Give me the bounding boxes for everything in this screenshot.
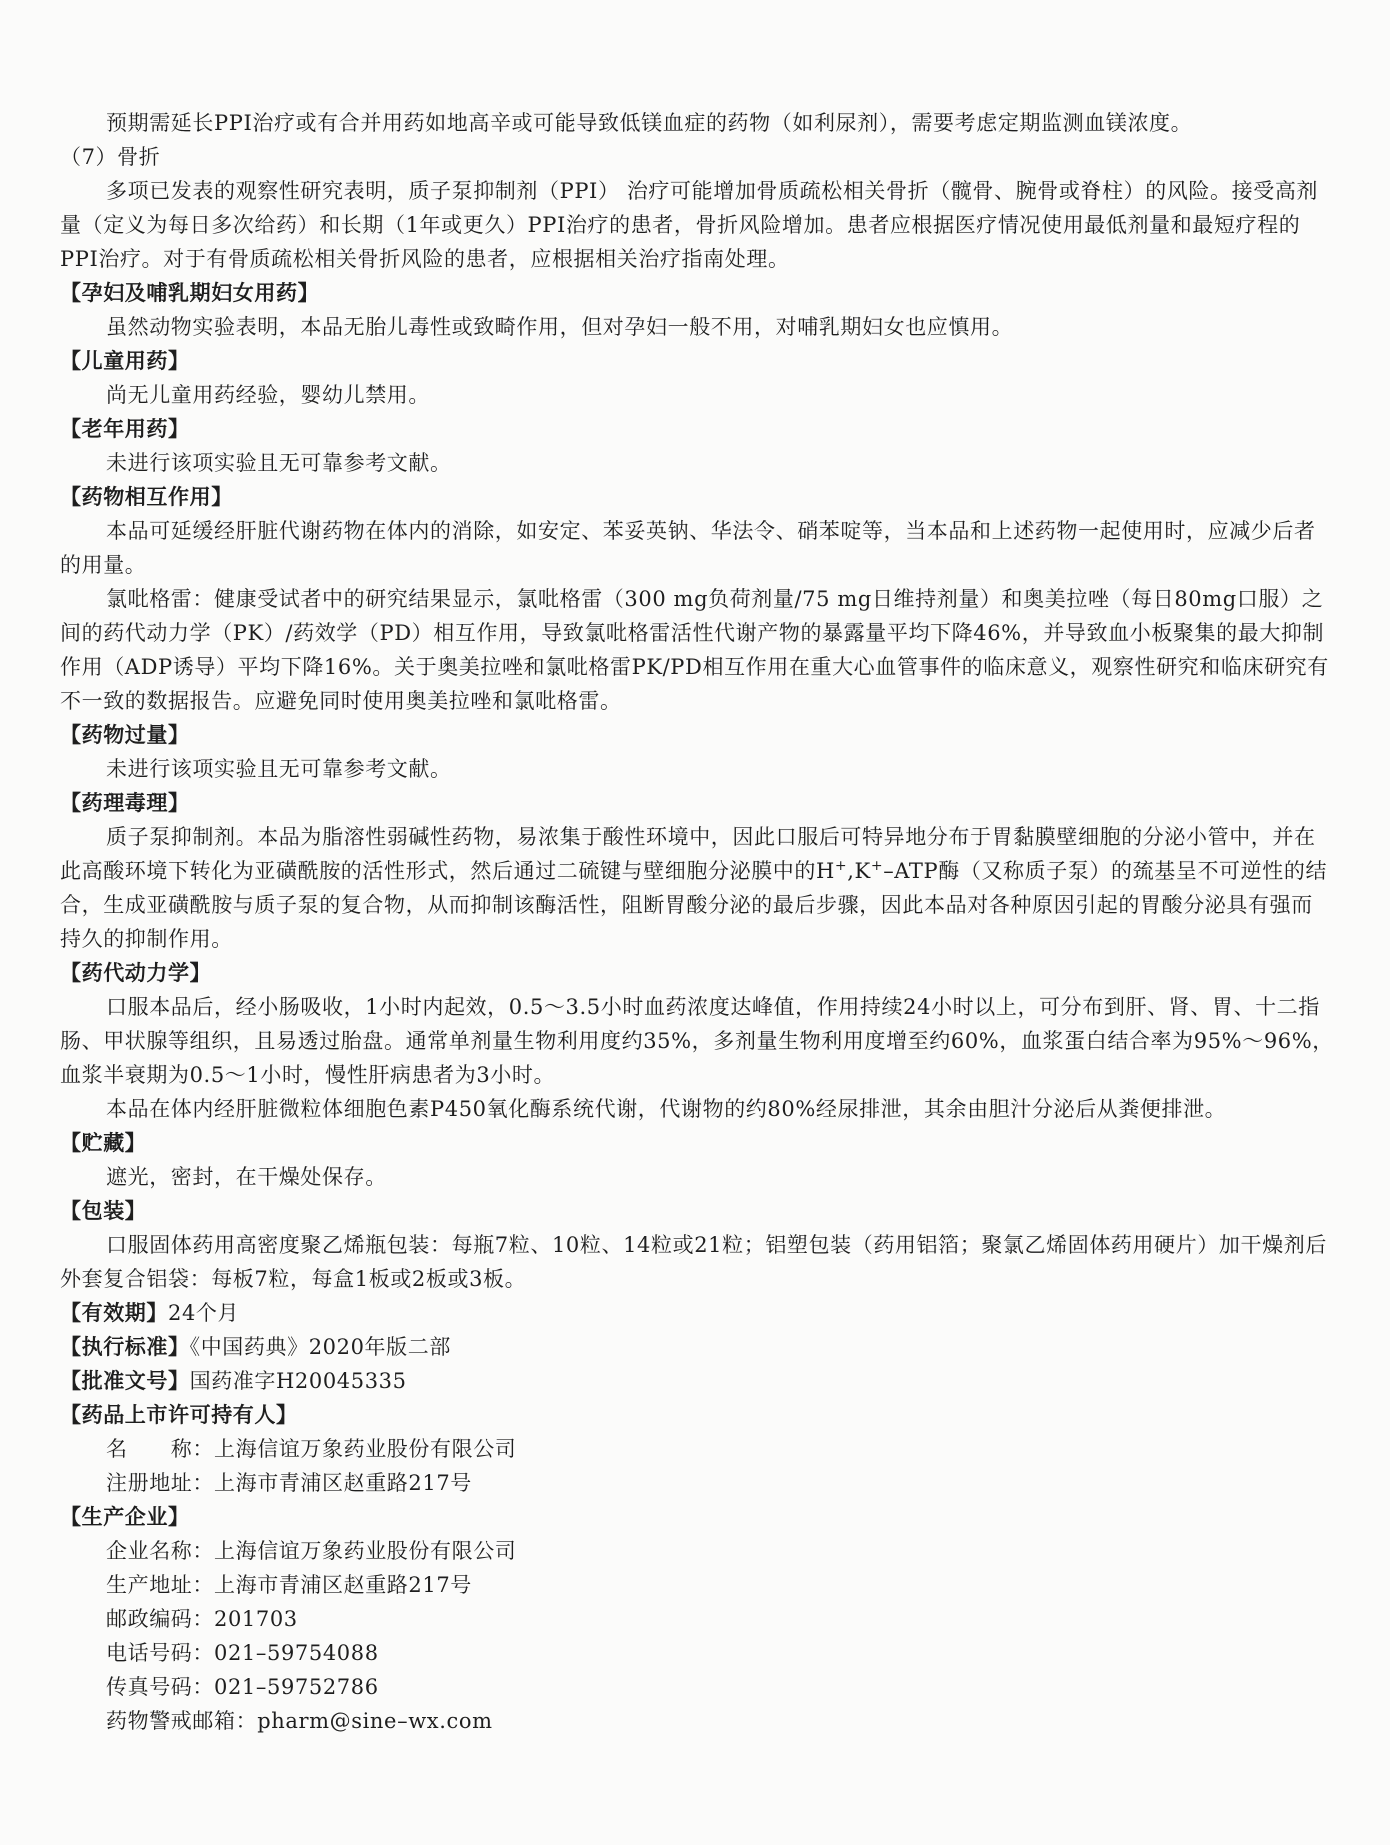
children-heading: 【儿童用药】 [60,348,190,373]
pharmacology-text-a: 质子泵抑制剂。本品为脂溶性弱碱性药物，易浓集于酸性环境中，因此口服后可特异地分布于胃黏膜壁细胞的分泌小管中，并在此高酸环境下转化为亚磺酰胺的活性形式，然后通过二硫键与壁细胞分泌膜中的H [60,825,1316,883]
h-plus-superscript: + [834,858,848,874]
overdose-text: 未进行该项实验且无可靠参考文献。 [106,757,452,781]
postcode-row [106,1602,1334,1636]
overdose-heading: 【药物过量】 [60,722,190,747]
email-value: pharm@sine–wx.com [257,1709,493,1733]
pharmacology-paragraph [60,820,1334,956]
postcode-label: 邮政编码： [106,1607,214,1631]
elderly-text: 未进行该项实验且无可靠参考文献。 [106,451,452,475]
pharmacokinetics-paragraph-1: 口服本品后，经小肠吸收，1小时内起效，0.5～3.5小时血药浓度达峰值，作用持续24小时以上，可分布到肝、肾、胃、十二指肠、甲状腺等组织，且易透过胎盘。通常单剂量生物利用度约35%，多剂量生物利用度增至约60%，血浆蛋白结合率为95%～96%，血浆半衰期为0.5～1小时，慢性肝病患者为3小时。 [60,995,1334,1087]
manufacturer-address-row [106,1568,1334,1602]
pharmacology-heading: 【药理毒理】 [60,790,190,815]
holder-name-label: 名 称： [106,1437,214,1461]
fracture-paragraph: 多项已发表的观察性研究表明，质子泵抑制剂（PPI） 治疗可能增加骨质疏松相关骨折（髋骨、腕骨或脊柱）的风险。接受高剂量（定义为每日多次给药）和长期（1年或更久）PPI治疗的患者，骨折风险增加。患者应根据医疗情况使用最低剂量和最短疗程的PPI治疗。对于有骨质疏松相关骨折风险的患者，应根据相关治疗指南处理。 [60,179,1319,271]
pharmacology-text-c: –ATP酶（又称质子泵）的巯基呈不可逆性的结合，生成亚磺酰胺与质子泵的复合物，从而抑制该酶活性，阻断胃酸分泌的最后步骤，因此本品对各种原因引起的胃酸分泌具有强而持久的抑制作用。 [60,859,1328,951]
validity-value: 24个月 [168,1301,240,1325]
approval-line [60,1364,1334,1398]
elderly-heading: 【老年用药】 [60,416,190,441]
standard-label: 【执行标准】 [60,1334,190,1359]
manufacturer-name-value: 上海信谊万象药业股份有限公司 [214,1539,517,1563]
phone-value: 021–59754088 [214,1641,379,1665]
packaging-heading: 【包装】 [60,1198,147,1223]
storage-heading: 【贮藏】 [60,1130,147,1155]
manufacturer-address-value: 上海市青浦区赵重路217号 [214,1573,472,1597]
children-text: 尚无儿童用药经验，婴幼儿禁用。 [106,383,430,407]
standard-line [60,1330,1334,1364]
fax-label: 传真号码： [106,1675,214,1699]
email-row [106,1704,1334,1738]
holder-name-row [106,1432,1334,1466]
interactions-heading: 【药物相互作用】 [60,484,233,509]
approval-value: 国药准字H20045335 [189,1369,407,1393]
fracture-heading: （7）骨折 [60,145,161,169]
holder-address-label: 注册地址： [106,1471,214,1495]
packaging-text: 口服固体药用高密度聚乙烯瓶包装：每瓶7粒、10粒、14粒或21粒；铝塑包装（药用铝箔；聚氯乙烯固体药用硬片）加干燥剂后外套复合铝袋：每板7粒，每盒1板或2板或3板。 [60,1233,1327,1291]
holder-address-value: 上海市青浦区赵重路217号 [214,1471,472,1495]
fax-row [106,1670,1334,1704]
storage-text: 遮光，密封，在干燥处保存。 [106,1165,387,1189]
standard-value: 《中国药典》2020年版二部 [189,1335,451,1359]
pharmacokinetics-paragraph-2: 本品在体内经肝脏微粒体细胞色素P450氧化酶系统代谢，代谢物的约80%经尿排泄，其余由胆汁分泌后从粪便排泄。 [106,1097,1227,1121]
manufacturer-name-label: 企业名称： [106,1539,214,1563]
manufacturer-address-label: 生产地址： [106,1573,214,1597]
holder-heading: 【药品上市许可持有人】 [60,1402,298,1427]
k-plus-superscript: + [870,858,884,874]
postcode-value: 201703 [214,1607,298,1631]
pharmacokinetics-heading: 【药代动力学】 [60,960,212,985]
fax-value: 021–59752786 [214,1675,379,1699]
magnesium-paragraph: 预期需延长PPI治疗或有合并用药如地高辛或可能导致低镁血症的药物（如利尿剂），需要考虑定期监测血镁浓度。 [106,111,1193,135]
manufacturer-heading: 【生产企业】 [60,1504,190,1529]
pregnancy-heading: 【孕妇及哺乳期妇女用药】 [60,280,320,305]
pharmacology-text-b: ,K [847,859,871,883]
pregnancy-text: 虽然动物实验表明，本品无胎儿毒性或致畸作用，但对孕妇一般不用，对哺乳期妇女也应慎用。 [106,315,1014,339]
phone-row [106,1636,1334,1670]
holder-name-value: 上海信谊万象药业股份有限公司 [214,1437,517,1461]
holder-address-row [106,1466,1334,1500]
interactions-paragraph-1: 本品可延缓经肝脏代谢药物在体内的消除，如安定、苯妥英钠、华法令、硝苯啶等，当本品和上述药物一起使用时，应减少后者的用量。 [60,519,1316,577]
phone-label: 电话号码： [106,1641,214,1665]
validity-line [60,1296,1334,1330]
interactions-paragraph-2: 氯吡格雷：健康受试者中的研究结果显示，氯吡格雷（300 mg负荷剂量/75 mg日维持剂量）和奥美拉唑（每日80mg口服）之间的药代动力学（PK）/药效学（PD）相互作用，导致氯吡格雷活性代谢产物的暴露量平均下降46%，并导致血小板聚集的最大抑制作用（ADP诱导）平均下降16%。关于奥美拉唑和氯吡格雷PK/PD相互作用在重大心血管事件的临床意义，观察性研究和临床研究有不一致的数据报告。应避免同时使用奥美拉唑和氯吡格雷。 [60,587,1329,713]
approval-label: 【批准文号】 [60,1368,190,1393]
email-label: 药物警戒邮箱： [106,1709,258,1733]
manufacturer-name-row [106,1534,1334,1568]
validity-label: 【有效期】 [60,1300,168,1325]
